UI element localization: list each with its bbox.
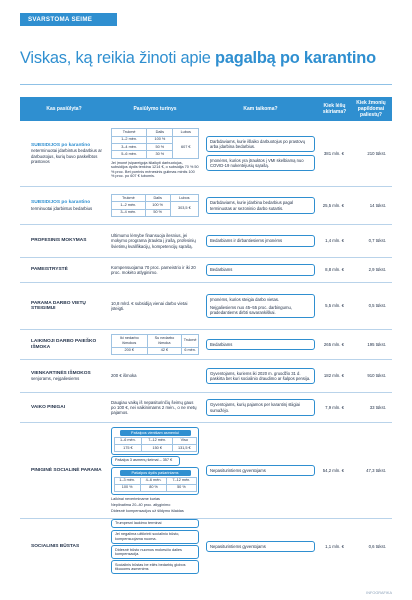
mini-cell: 5–6 mėn. [112, 151, 147, 158]
amount-cell: 381 mln. € [323, 150, 344, 156]
mini-cell: 1–3 mėn. [114, 477, 140, 484]
row-title-cell [20, 371, 108, 382]
mini-cell: 3–4 mėn. [112, 209, 146, 216]
target-box: Bedarbiams [206, 339, 315, 350]
allowance-note: Nepilnatima 20–40 proc. atlyginimo [111, 503, 171, 508]
mini-cell: 1–2 mėn. [112, 136, 147, 143]
allowance-panel [111, 467, 199, 495]
table-row [20, 519, 392, 574]
mini-cell: 30 % [147, 151, 173, 158]
housing-item: Trumpesni laukimo terminai [111, 519, 199, 528]
title-plain: Viskas, ką reikia žinoti apie [20, 49, 216, 67]
target-box: Įmonėms, kurios yra įtrauktos į VMI skelbiamą nuo COVID-19 nukentėjusių sąrašą. [206, 155, 315, 171]
row-title: PINIGINĖ SOCIALINĖ PARAMA [31, 467, 102, 473]
mini-cell: 4–6 mėn. [140, 477, 166, 484]
mini-cell: 50 % [167, 484, 196, 491]
row-title: LAIKINOJI DARBO PAIEŠKO IŠMOKA [31, 339, 97, 350]
mini-cell: Dalis [147, 129, 173, 136]
mini-cell: 175 € [114, 445, 142, 452]
mini-cell: Iki nedarbo išmokos [112, 335, 148, 348]
row-target-cell [202, 519, 319, 574]
target-box: Nepasiturintiems gyventojams [206, 465, 315, 476]
mini-cell: 7–12 mėn. [167, 477, 196, 484]
housing-item: Jei negalima užtikrinti socialinio būsto, kompensuojama nuoma. [111, 530, 199, 544]
mini-cell: 131,5 € [173, 445, 196, 452]
target-box: Gyventojams, kurių pajamos per karantinį stiigiai sumažėjo. [206, 399, 315, 415]
allowance-mini-table [114, 437, 197, 453]
header-offered: Kas pasiūlyta? [46, 106, 82, 112]
subsidy-mini-table [111, 194, 199, 217]
people-cell: 195 tūkst. [367, 341, 386, 347]
amount-cell: 5,5 mln. € [325, 303, 344, 309]
row-content-text: Ultimumo lėmybe finansuoja ilesnius, jei mokymo programa įtraukta į įrašą, profesinių švietimų kvalifikacijų, kompetencijų sąrašą. [111, 233, 196, 249]
row-title-cell [20, 267, 108, 272]
amount-cell: 25,5 mln. € [322, 202, 344, 208]
target-line: Įmonėms, kurios steigia darbo vietas. [210, 296, 280, 302]
row-content-cell [108, 393, 202, 422]
amount-cell: 182 mln. € [323, 373, 344, 379]
mini-cell: Trukmė [112, 129, 147, 136]
row-title: VIENKARTINĖS IŠMOKOS [31, 370, 91, 376]
row-subtitle: senjorams, neįgaliesiems [31, 376, 80, 381]
people-cell: 0,6 tūkst. [368, 543, 386, 549]
mini-cell: 3–4 mėn. [112, 144, 147, 151]
header-people: Kiek žmonių papildomai paliestų? [356, 100, 386, 118]
row-title-cell [20, 238, 108, 243]
mini-cell: Lubos [173, 129, 199, 136]
amount-cell: 1,1 mln. € [325, 543, 344, 549]
mini-cell: 50 % [145, 209, 170, 216]
mini-cell: 80 % [140, 484, 166, 491]
footer-credit: INFOGRAFIKA [366, 591, 392, 595]
row-subtitle: terminuotai įdarbintus bedarbius [31, 205, 93, 211]
row-title-cell [20, 468, 108, 473]
benefit-mini-table [111, 334, 199, 355]
mini-cell: 607 € [173, 136, 199, 158]
assistance-table [20, 97, 392, 574]
table-row [20, 393, 392, 423]
header-target: Kam taikoma? [243, 106, 278, 112]
target-box: Bedarbiams ir dirbantiesiems įmonėms [206, 235, 315, 246]
mini-cell: 100 % [147, 136, 173, 143]
row-title: VAIKO PINIGAI [31, 404, 66, 410]
amount-cell: 1,4 mln. € [325, 238, 344, 244]
target-box: Bedarbiams [206, 264, 315, 275]
people-cell: 2,9 tūkst. [368, 267, 386, 273]
mini-cell: 200 € [112, 347, 148, 354]
section-tag: SVARSTOMA SEIME [20, 13, 117, 26]
table-row [20, 423, 392, 519]
table-row [20, 187, 392, 225]
row-content-text: Daugiau vaikų iš nepasiturinčių šeimų gaus po 100 €, nei vaikinimams 2 mėn., o ne metų pajamos. [111, 399, 197, 416]
table-header [20, 97, 392, 121]
people-cell: 14 tūkst. [369, 202, 386, 208]
mini-cell: 100 % [145, 202, 170, 209]
title-bold: pagalbą po karantino [215, 49, 376, 67]
amount-cell: 265 mln. € [323, 341, 344, 347]
mini-cell: Trukmė [182, 335, 199, 348]
row-content-cell [108, 519, 202, 574]
mini-cell: 1–2 mėn. [112, 202, 146, 209]
row-subtitle: neterminuotai įdarbintus bedarbius ar darbuotojus, kurių buvo paskelbtos prastovos [31, 148, 102, 164]
row-target-cell [202, 423, 319, 518]
mini-cell: 303,5 € [170, 202, 198, 217]
row-target-cell [202, 330, 319, 359]
row-content-cell [108, 283, 202, 329]
family-allowance: Pašalpa 3 asmenų šeimai – 357 € [111, 456, 180, 465]
row-title: PROFESINIS MOKYMAS [31, 238, 87, 244]
mini-cell: Lubos [170, 195, 198, 202]
row-content-cell [108, 258, 202, 282]
mini-cell: 42 € [147, 347, 182, 354]
mini-cell: Su nedarbo išmoka [147, 335, 182, 348]
row-content-text: Kompensuojama 70 proc. pameistrio ir iki 20 proc. mokėto atlyginimo. [111, 264, 196, 275]
amount-cell: 54,2 mln. € [322, 467, 344, 473]
people-cell: 33 tūkst. [369, 404, 386, 410]
people-cell: 0,5 tūkst. [368, 303, 386, 309]
table-row [20, 225, 392, 258]
row-content-cell [108, 121, 202, 186]
row-content-cell [108, 225, 202, 257]
mini-cell: 6 mėn. [182, 347, 199, 354]
row-target-cell [202, 283, 319, 329]
target-box: Gyventojams, kuriems iki 2020 m. gruodžio 31 d. paskirta bet kuri socialinio draudimo ar šalpos pensija. [206, 368, 315, 384]
row-title: PARAMA DARBO VIETŲ STEIGIMUI [31, 300, 86, 311]
header-amount: Kiek lėšų skiriama? [322, 103, 347, 115]
housing-item: Socialinis būstas be eilės bedarbių globos tikuuoms asmenims [111, 560, 199, 574]
row-content-cell [108, 330, 202, 359]
subsidy-note: Jei įmonė įsipareigoja išlaikyti darbuotojus, subsidijos dydis tenkina 1214 €, o subsidija 70 % 50 % proc. Bet porrinis mėnesinis gulimas mintis 100 % proc. po 607 € lubomis. [111, 160, 199, 179]
subsidy-mini-table [111, 128, 199, 158]
amount-cell: 7,9 mln. € [325, 404, 344, 410]
panel-heading: Pašalpos vienišam asmeniui [120, 430, 191, 436]
mini-cell: 100 % [114, 484, 140, 491]
header-content: Pasiūlymo turinys [133, 106, 177, 112]
allowance-panel [111, 427, 199, 455]
row-title: PAMEISTRYSTĖ [31, 267, 68, 273]
target-line: Neįgaliesiems nuo 45–55 proc. darbingumu, pradedantiems dirbti savarankiškai. [210, 304, 292, 316]
panel-heading: Pašalpos dydis pašariniams [120, 470, 191, 476]
row-title-cell [20, 200, 108, 211]
row-content-text: 200 € išmoka [111, 373, 137, 379]
mini-cell: 1–6 mėn. [114, 437, 142, 444]
target-box: Darbdaviams, kurie išlaiko darbuotojus po prastovų arba įdarbina bedarbius. [206, 136, 315, 152]
allowance-note: Laikinai neveriminame kurias [111, 497, 160, 502]
people-cell: 210 tūkst. [367, 150, 386, 156]
people-cell: 910 tūkst. [367, 373, 386, 379]
people-cell: 0,7 tūkst. [368, 238, 386, 244]
row-title: SUBSIDIJOS po karantino [31, 200, 91, 206]
title-divider [20, 84, 392, 85]
amount-cell: 8,8 mln. € [325, 267, 344, 273]
row-title: SUBSIDIJOS po karantino [31, 142, 91, 148]
allowance-note: Didesnė kompensacijos už šildymo išlaidas [111, 509, 184, 514]
row-content-cell [108, 423, 202, 518]
row-title-cell [20, 544, 108, 549]
row-title-cell [20, 143, 108, 164]
mini-cell: 7–12 mėn. [142, 437, 173, 444]
row-target-cell [202, 225, 319, 257]
mini-cell: 150 € [142, 445, 173, 452]
row-content-cell [108, 360, 202, 392]
row-title-cell [20, 339, 108, 350]
mini-cell: Dalis [145, 195, 170, 202]
row-target-cell [202, 360, 319, 392]
row-target-cell [202, 393, 319, 422]
row-content-cell [108, 187, 202, 224]
target-box [206, 294, 315, 319]
table-row [20, 283, 392, 330]
target-box: Nepasiturintiems gyventojams [206, 541, 315, 552]
row-target-cell [202, 121, 319, 186]
row-title: SOCIALINIS BŪSTAS [31, 543, 80, 549]
row-title-cell [20, 301, 108, 312]
page-title [20, 49, 376, 68]
row-target-cell [202, 187, 319, 224]
table-row [20, 330, 392, 360]
people-cell: 47,3 tūkst. [366, 467, 386, 473]
target-box: Darbdaviams, kurie įdarbina bedarbius pagal terminuotas ar sezoninio darbo sutartis. [206, 197, 315, 213]
allowance-mini-table [114, 477, 197, 493]
table-row [20, 121, 392, 187]
table-row [20, 258, 392, 283]
mini-cell: 50 % [147, 144, 173, 151]
row-title-cell [20, 405, 108, 410]
housing-item: Didesnė būsto nuomos mokesčio dalies kompensacija. [111, 545, 199, 559]
row-content-text: 10,8 mlrd. € subsidiją vienai darbo vietai įsteigti. [111, 300, 188, 311]
table-row [20, 360, 392, 393]
mini-cell: Trukmė [112, 195, 146, 202]
mini-cell: Viso [173, 437, 196, 444]
row-target-cell [202, 258, 319, 282]
